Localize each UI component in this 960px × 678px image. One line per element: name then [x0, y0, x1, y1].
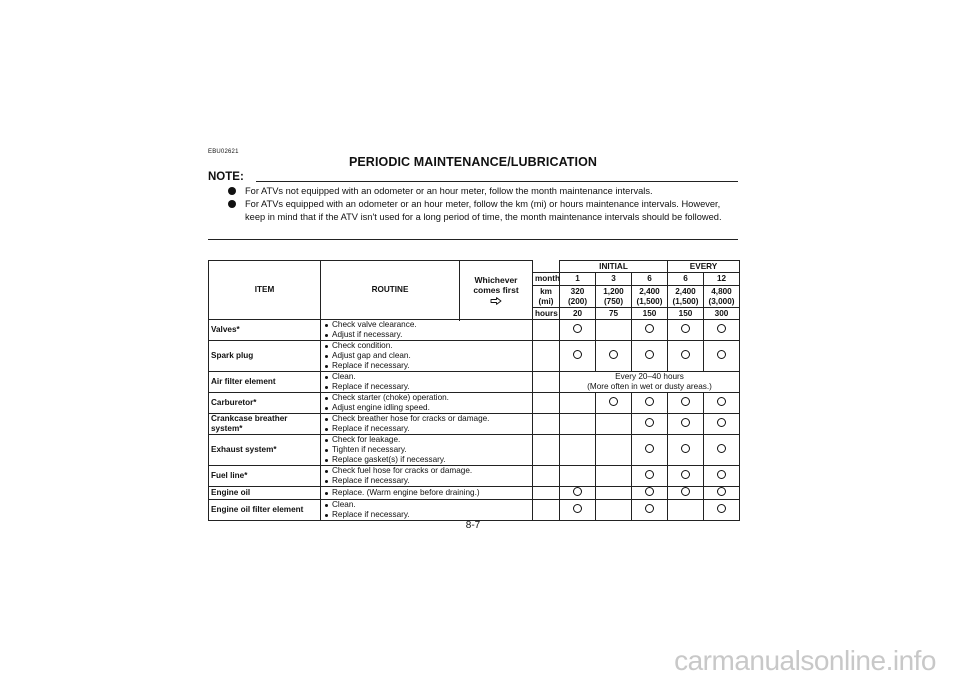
interval-cell — [668, 414, 704, 435]
item-name: Fuel line* — [209, 466, 321, 487]
interval-cell — [632, 414, 668, 435]
interval-cell — [596, 320, 632, 341]
bullet-icon — [228, 187, 236, 195]
item-name: Carburetor* — [209, 393, 321, 414]
interval-cell — [632, 320, 668, 341]
check-circle-icon — [717, 504, 726, 513]
interval-cell — [632, 466, 668, 487]
hours-label: hours — [533, 308, 560, 320]
table-row — [209, 393, 740, 414]
month-label: month — [533, 273, 560, 286]
interval-cell — [596, 435, 632, 466]
check-circle-icon — [645, 487, 654, 496]
interval-cell — [560, 487, 596, 500]
routine-cell — [321, 414, 533, 435]
blank-cell — [533, 372, 560, 393]
km-value: 1,200 (750) — [596, 286, 632, 308]
check-circle-icon — [717, 470, 726, 479]
interval-cell — [596, 341, 632, 372]
item-name: Valves* — [209, 320, 321, 341]
note-list — [208, 185, 738, 224]
check-circle-icon — [609, 350, 618, 359]
item-name: Air filter element — [209, 372, 321, 393]
routine-line: Replace gasket(s) if necessary. — [324, 455, 530, 465]
routine-header: ROUTINE — [321, 261, 460, 320]
check-circle-icon — [681, 487, 690, 496]
routine-cell — [321, 393, 533, 414]
check-circle-icon — [717, 418, 726, 427]
table-row — [209, 466, 740, 487]
check-circle-icon — [717, 324, 726, 333]
routine-cell — [321, 500, 533, 521]
check-circle-icon — [717, 350, 726, 359]
km-value: 4,800 (3,000) — [704, 286, 740, 308]
check-circle-icon — [573, 350, 582, 359]
interval-cell — [668, 393, 704, 414]
watermark: carmanualsonline.info — [674, 645, 936, 676]
routine-line: Replace if necessary. — [324, 382, 530, 392]
month-value: 1 — [560, 273, 596, 286]
month-value: 6 — [632, 273, 668, 286]
check-circle-icon — [681, 350, 690, 359]
interval-cell — [632, 341, 668, 372]
hours-value: 20 — [560, 308, 596, 320]
blank-cell — [533, 261, 560, 273]
month-value: 12 — [704, 273, 740, 286]
check-circle-icon — [717, 487, 726, 496]
routine-line: Check valve clearance. — [324, 320, 530, 330]
routine-cell — [321, 372, 533, 393]
interval-cell — [704, 466, 740, 487]
note-item: For ATVs equipped with an odometer or an hour meter, follow the km (mi) or hours maintenance intervals. However, keep in mind that if the ATV isn't used for a long period of time, the month maintenance intervals should be followed. — [208, 198, 738, 224]
interval-cell — [704, 500, 740, 521]
blank-cell — [533, 487, 560, 500]
check-circle-icon — [645, 324, 654, 333]
check-circle-icon — [573, 487, 582, 496]
interval-cell — [596, 466, 632, 487]
routine-line: Replace if necessary. — [324, 361, 530, 371]
check-circle-icon — [645, 418, 654, 427]
interval-note: Every 20–40 hours (More often in wet or dusty areas.) — [560, 372, 740, 393]
km-value: 320 (200) — [560, 286, 596, 308]
check-circle-icon — [717, 444, 726, 453]
every-header: EVERY — [668, 261, 740, 273]
routine-line: Check fuel hose for cracks or damage. — [324, 466, 530, 476]
note-label: NOTE: — [208, 171, 244, 183]
item-name: Engine oil filter element — [209, 500, 321, 521]
interval-cell — [596, 414, 632, 435]
table-row — [209, 500, 740, 521]
routine-cell — [321, 435, 533, 466]
blank-cell — [533, 393, 560, 414]
blank-cell — [533, 414, 560, 435]
routine-cell — [321, 466, 533, 487]
routine-line: Adjust engine idling speed. — [324, 403, 530, 413]
table-row — [209, 372, 740, 393]
routine-cell — [321, 487, 533, 500]
interval-cell — [668, 320, 704, 341]
routine-line: Replace if necessary. — [324, 424, 530, 434]
routine-line: Check starter (choke) operation. — [324, 393, 530, 403]
item-name: Crankcase breather system* — [209, 414, 321, 435]
routine-line: Adjust if necessary. — [324, 330, 530, 340]
check-circle-icon — [573, 324, 582, 333]
routine-line: Adjust gap and clean. — [324, 351, 530, 361]
arrow-right-icon — [490, 297, 502, 305]
maintenance-table — [208, 260, 740, 521]
routine-line: Check condition. — [324, 341, 530, 351]
interval-cell — [668, 487, 704, 500]
km-value: 2,400 (1,500) — [668, 286, 704, 308]
check-circle-icon — [681, 418, 690, 427]
interval-cell — [704, 320, 740, 341]
document-code: EBU02621 — [208, 149, 239, 155]
routine-line: Replace if necessary. — [324, 510, 530, 520]
hours-value: 75 — [596, 308, 632, 320]
whichever-header: Whichever comes first — [460, 261, 533, 320]
hours-value: 300 — [704, 308, 740, 320]
interval-cell — [560, 466, 596, 487]
interval-cell — [704, 341, 740, 372]
interval-cell — [632, 435, 668, 466]
check-circle-icon — [645, 397, 654, 406]
routine-cell — [321, 320, 533, 341]
routine-line: Tighten if necessary. — [324, 445, 530, 455]
check-circle-icon — [573, 504, 582, 513]
check-circle-icon — [681, 397, 690, 406]
interval-cell — [560, 341, 596, 372]
routine-line: Replace. (Warm engine before draining.) — [324, 488, 530, 498]
interval-cell — [668, 500, 704, 521]
interval-cell — [704, 393, 740, 414]
interval-cell — [632, 500, 668, 521]
hours-value: 150 — [668, 308, 704, 320]
check-circle-icon — [645, 444, 654, 453]
routine-cell — [321, 341, 533, 372]
routine-line: Check breather hose for cracks or damage. — [324, 414, 530, 424]
blank-cell — [533, 341, 560, 372]
blank-cell — [533, 435, 560, 466]
interval-cell — [668, 341, 704, 372]
item-name: Spark plug — [209, 341, 321, 372]
blank-cell — [533, 500, 560, 521]
interval-cell — [560, 320, 596, 341]
check-circle-icon — [681, 470, 690, 479]
routine-line: Clean. — [324, 500, 530, 510]
interval-cell — [668, 435, 704, 466]
table-row — [209, 414, 740, 435]
blank-cell — [533, 320, 560, 341]
interval-cell — [560, 435, 596, 466]
item-name: Engine oil — [209, 487, 321, 500]
check-circle-icon — [645, 350, 654, 359]
table-row — [209, 487, 740, 500]
interval-cell — [632, 393, 668, 414]
table-row — [209, 341, 740, 372]
page-title: PERIODIC MAINTENANCE/LUBRICATION — [348, 155, 598, 169]
check-circle-icon — [717, 397, 726, 406]
interval-cell — [596, 487, 632, 500]
routine-line: Clean. — [324, 372, 530, 382]
routine-line: Check for leakage. — [324, 435, 530, 445]
bullet-icon — [228, 200, 236, 208]
interval-cell — [704, 487, 740, 500]
item-header: ITEM — [209, 261, 321, 320]
interval-cell — [560, 500, 596, 521]
interval-cell — [596, 500, 632, 521]
check-circle-icon — [645, 504, 654, 513]
note-item: For ATVs not equipped with an odometer or an hour meter, follow the month maintenance intervals. — [208, 185, 738, 198]
interval-cell — [560, 393, 596, 414]
check-circle-icon — [609, 397, 618, 406]
check-circle-icon — [645, 470, 654, 479]
hours-value: 150 — [632, 308, 668, 320]
initial-header: INITIAL — [560, 261, 668, 273]
note-rule — [256, 181, 738, 182]
interval-cell — [596, 393, 632, 414]
table-row — [209, 320, 740, 341]
km-value: 2,400 (1,500) — [632, 286, 668, 308]
interval-cell — [668, 466, 704, 487]
routine-line: Replace if necessary. — [324, 476, 530, 486]
blank-cell — [533, 466, 560, 487]
month-value: 3 — [596, 273, 632, 286]
interval-cell — [704, 414, 740, 435]
interval-cell — [632, 487, 668, 500]
check-circle-icon — [681, 324, 690, 333]
page-number: 8-7 — [465, 520, 481, 531]
item-name: Exhaust system* — [209, 435, 321, 466]
interval-cell — [560, 414, 596, 435]
note-end-rule — [208, 239, 738, 240]
interval-cell — [704, 435, 740, 466]
maintenance-table-body — [209, 261, 740, 521]
check-circle-icon — [681, 444, 690, 453]
table-row — [209, 435, 740, 466]
month-value: 6 — [668, 273, 704, 286]
km-label: km (mi) — [533, 286, 560, 308]
